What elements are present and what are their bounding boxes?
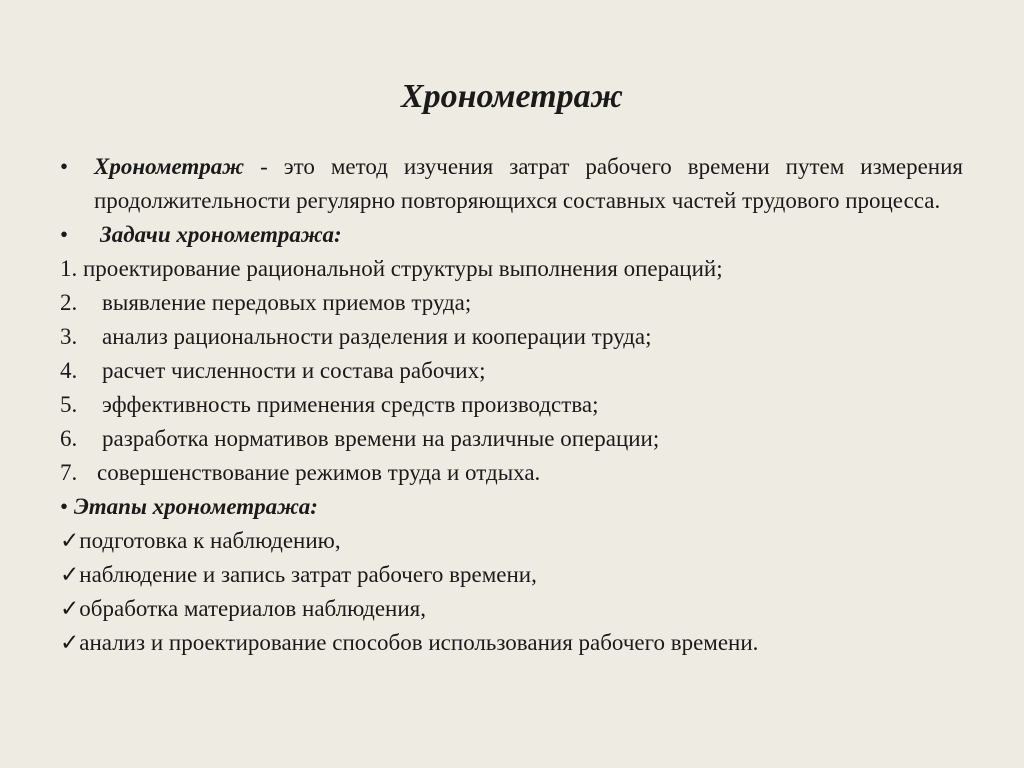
list-item: [60, 388, 963, 422]
list-item: [60, 252, 963, 286]
list-item-number: 5.: [60, 392, 78, 417]
bullet-icon: •: [60, 154, 69, 179]
list-item: [60, 558, 963, 592]
tasks-heading-line: [60, 218, 963, 252]
checkmark-icon: ✓: [60, 630, 80, 655]
list-item-number: 3.: [60, 324, 78, 349]
list-item-text: обработка материалов наблюдения,: [79, 596, 426, 621]
bullet-icon: •: [60, 222, 69, 247]
list-item-text: анализ и проектирование способов использования рабочего времени.: [79, 630, 759, 655]
checkmark-icon: ✓: [60, 562, 80, 587]
list-item: [60, 592, 963, 626]
list-item-text: проектирование рациональной структуры выполнения операций;: [83, 256, 723, 281]
list-item: [60, 354, 963, 388]
slide-title: Хронометраж: [400, 78, 623, 115]
list-item-number: 1.: [60, 256, 78, 281]
slide-content: [60, 150, 963, 660]
bullet-icon: •: [60, 494, 69, 519]
list-item: [60, 286, 963, 320]
definition-term: Хронометраж: [94, 154, 245, 179]
checkmark-icon: ✓: [60, 528, 80, 553]
list-item-number: 7.: [60, 460, 78, 485]
checkmark-icon: ✓: [60, 596, 80, 621]
list-item: [60, 320, 963, 354]
list-item-number: 6.: [60, 426, 78, 451]
stages-heading: Этапы хронометража:: [73, 494, 318, 519]
stages-heading-line: [60, 490, 963, 524]
list-item-number: 4.: [60, 358, 78, 383]
list-item-text: расчет численности и состава рабочих;: [102, 358, 486, 383]
tasks-heading: Задачи хронометража:: [100, 222, 342, 247]
list-item: [60, 626, 963, 660]
list-item: [60, 456, 963, 490]
list-item-text: наблюдение и запись затрат рабочего времени,: [79, 562, 537, 587]
list-item-text: выявление передовых приемов труда;: [102, 290, 472, 315]
list-item-text: эффективность применения средств производства;: [102, 392, 599, 417]
list-item-text: подготовка к наблюдению,: [79, 528, 341, 553]
definition-paragraph: [60, 150, 963, 218]
list-item-text: разработка нормативов времени на различные операции;: [102, 426, 660, 451]
list-item-text: анализ рациональности разделения и кооперации труда;: [102, 324, 652, 349]
list-item-text: совершенствование режимов труда и отдыха.: [97, 460, 541, 485]
definition-text: - это метод изучения затрат рабочего времени путем измерения продолжительности регулярно повторяющихся составных частей трудового процесса.: [94, 154, 963, 213]
list-item-number: 2.: [60, 290, 78, 315]
list-item: [60, 422, 963, 456]
list-item: [60, 524, 963, 558]
